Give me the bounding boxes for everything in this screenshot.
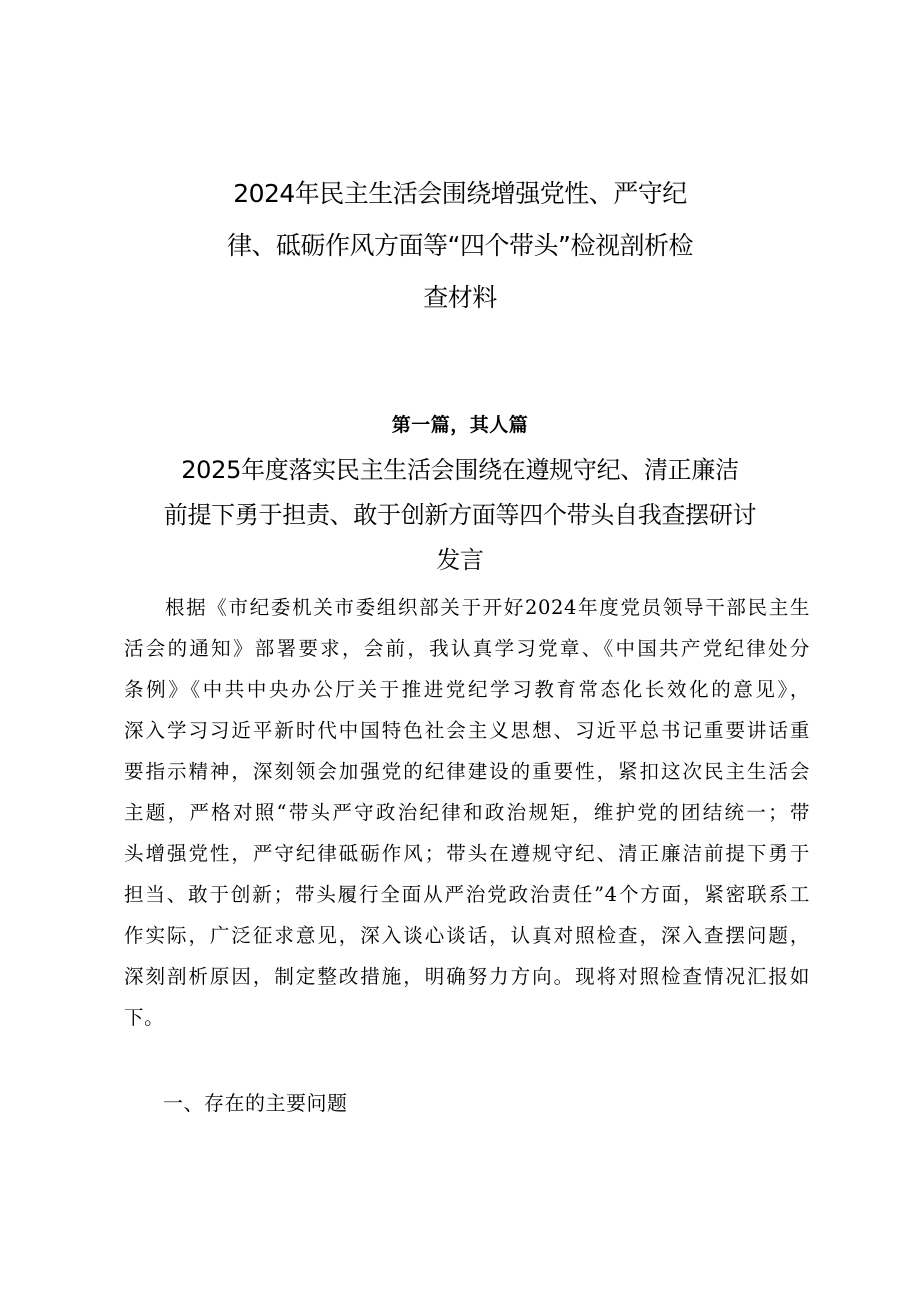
paragraph-line: 根据《市纪委机关市委组织部关于开好2024年度党员领导干部民主生 (165, 596, 810, 619)
paragraph-line: 要指示精神，深刻领会加强党的纪律建设的重要性，紧扣这次民主生活会 (124, 760, 810, 783)
paragraph-line: 头增强党性，严守纪律砥砺作风；带头在遵规守纪、清正廉洁前提下勇于 (124, 842, 810, 865)
paragraph-line: 深入学习习近平新时代中国特色社会主义思想、习近平总书记重要讲话重 (124, 719, 810, 742)
part-label: 第一篇，其人篇 (391, 414, 529, 436)
paragraph-line: 活会的通知》部署要求，会前，我认真学习党章、《中国共产党纪律处分 (124, 637, 810, 660)
section-heading: 一、存在的主要问题 (163, 1091, 348, 1115)
paragraph-line: 下。 (124, 1006, 165, 1029)
paragraph-line: 主题，严格对照“带头严守政治纪律和政治规矩，维护党的团结统一；带 (124, 801, 810, 824)
body-paragraph (124, 587, 810, 1038)
paragraph-line: 深刻剖析原因，制定整改措施，明确努力方向。现将对照检查情况汇报如 (124, 965, 810, 988)
main-title (120, 168, 800, 324)
sub-title-line: 2025年度落实民主生活会围绕在遵规守纪、清正廉洁 (181, 456, 739, 484)
main-title-line: 律、砥砺作风方面等“四个带头”检视剖析检 (227, 231, 693, 260)
main-title-line: 2024年民主生活会围绕增强党性、严守纪 (233, 179, 687, 208)
sub-title-line: 前提下勇于担责、敢于创新方面等四个带头自我查摆研讨 (163, 501, 757, 529)
paragraph-line: 条例》《中共中央办公厅关于推进党纪学习教育常态化长效化的意见》， (124, 678, 810, 701)
sub-title (100, 448, 820, 583)
sub-title-line: 发言 (436, 546, 484, 574)
paragraph-line: 作实际，广泛征求意见，深入谈心谈话，认真对照检查，深入查摆问题， (124, 924, 810, 947)
main-title-line: 查材料 (423, 283, 497, 312)
paragraph-line: 担当、敢于创新；带头履行全面从严治党政治责任”4个方面，紧密联系工 (124, 883, 810, 906)
